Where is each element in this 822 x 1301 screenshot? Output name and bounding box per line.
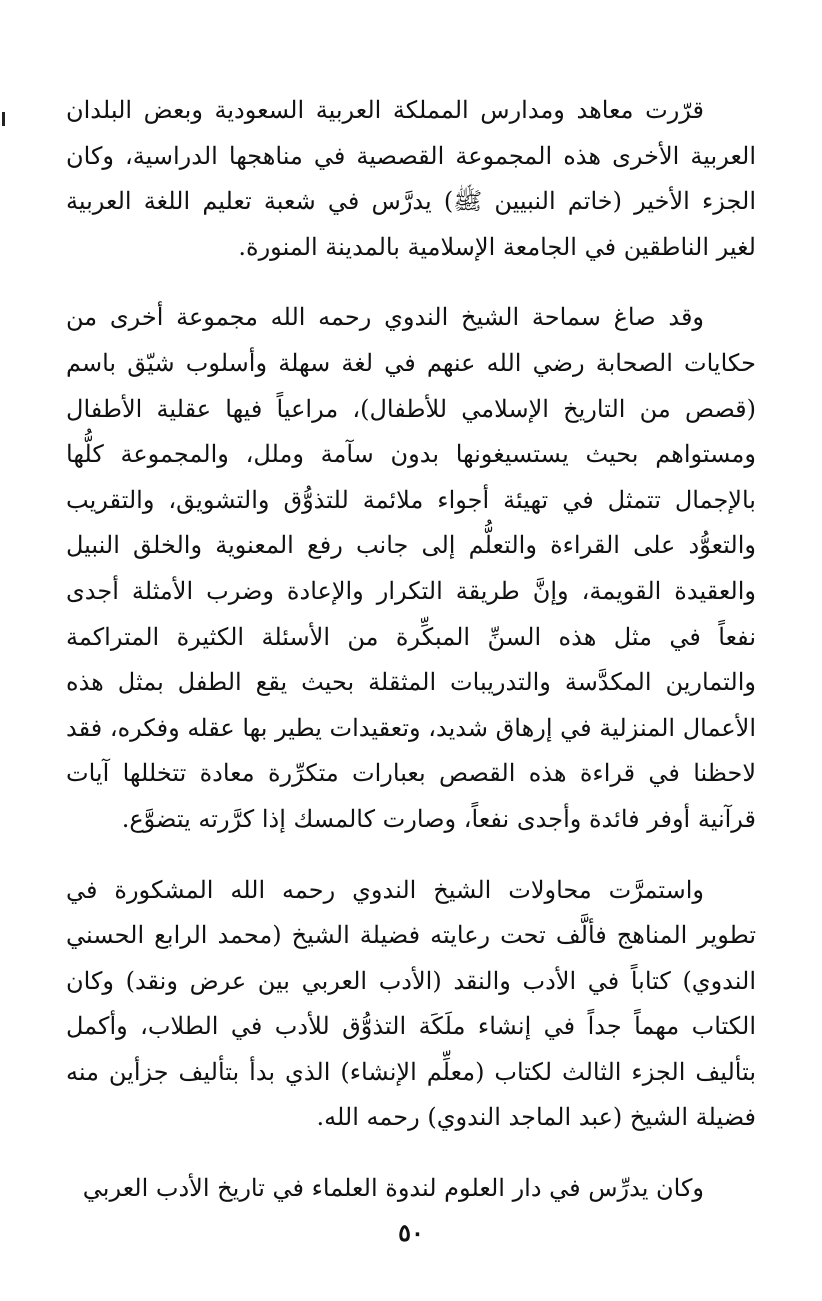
paragraph-3: واستمرَّت محاولات الشيخ الندوي رحمه الله المشكورة في تطوير المناهج فألَّف تحت رعايته فضيلة الشيخ (محمد الرابع الحسني الندوي) كتاباً في الأدب والنقد (الأدب العربي بين عرض ونقد) وكان الكتاب مهماً جداً في إنشاء ملَكَة التذوُّق للأدب في الطلاب، وأكمل بتأليف الجزء الثالث لكتاب (معلِّم الإنشاء) الذي بدأ بتأليف جزأين منه فضيلة الشيخ (عبد الماجد الندوي) رحمه الله. — [66, 875, 756, 1132]
page-number: ٥٠ — [398, 1218, 424, 1247]
paragraph-4: وكان يدرِّس في دار العلوم لندوة العلماء في تاريخ الأدب العربي — [82, 1174, 704, 1203]
paragraph-1: قرّرت معاهد ومدارس المملكة العربية السعودية وبعض البلدان العربية الأخرى هذه المجموعة القصصية في مناهجها الدراسية، وكان الجزء الأخير (خاتم النبيين ﷺ) يدرَّس في شعبة تعليم اللغة العربية لغير الناطقين في الجامعة الإسلامية بالمدينة المنورة. — [66, 96, 756, 261]
paragraph-2: وقد صاغ سماحة الشيخ الندوي رحمه الله مجموعة أخرى من حكايات الصحابة رضي الله عنهم في لغة سهلة وأسلوب شيّق باسم (قصص من التاريخ الإسلامي للأطفال)، مراعياً فيها عقلية الأطفال ومستواهم بحيث يستسيغونها بدون سآمة وملل، والمجموعة كلُّها بالإجمال تتمثل في تهيئة أجواء ملائمة للتذوُّق والتشويق، والتقريب والتعوُّد على القراءة والتعلُّم إلى جانب رفع المعنوية والخلق النبيل والعقيدة القويمة، وإنَّ طريقة التكرار والإعادة وضرب الأمثلة أجدى نفعاً في مثل هذه السنِّ المبكِّرة من الأسئلة الكثيرة المتراكمة والتمارين المكدَّسة والتدريبات المثقلة بحيث يقع الطفل بمثل هذه الأعمال المنزلية في إرهاق شديد، وتعقيدات يطير بها عقله وفكره، فقد لاحظنا في قراءة هذه القصص بعبارات متكرِّرة معادة تتخللها آيات قرآنية أوفر فائدة وأجدى نفعاً، وصارت كالمسك إذا كرَّرته يتضوَّع. — [66, 303, 756, 833]
margin-mark — [2, 112, 5, 126]
body-text — [66, 88, 756, 1212]
